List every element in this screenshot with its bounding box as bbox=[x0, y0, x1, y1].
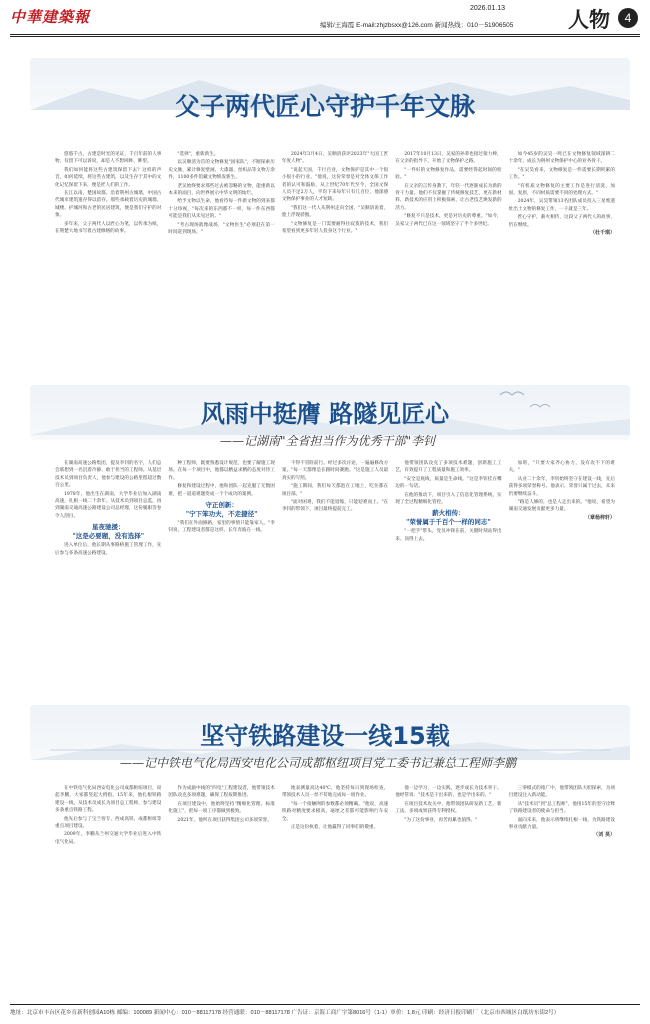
paragraph: 他一边学习，一边实践，逐步成长为技术骨干。他经常说："技术是干出来的，也是学出来的。" bbox=[395, 786, 502, 799]
paragraph: 在湖南高速公路集团，提及李钊的名字，人们总会联想到一名沉着冷静、敢于担当的工程师。从基层技术员到项目负责人，他参与建设的公路里程超过数百公里。 bbox=[55, 461, 162, 489]
article-1-col-5 bbox=[509, 151, 615, 311]
paragraph: "路是人修的，也是人走出来的。"他说，希望为湖南交通发展贡献更多力量。 bbox=[508, 500, 616, 513]
paragraph: 长江以南，楚国故都。沿着荆州古城墙，中国古代城市建筑遗存得以留存。那些承载着历史的城墙、城楼、护城河和古老的民居建筑，便是我们守护的对象。 bbox=[55, 191, 162, 219]
article-1-col-1 bbox=[55, 151, 161, 311]
paragraph: 我们如何能将这些古建筑保留下去？这样的声音，如何延续，将这些古建筑，以及生存于其中的文化记忆保留下来，便是匠人们的工作。 bbox=[55, 167, 162, 188]
paragraph: "选择"，重新新生。 bbox=[177, 152, 219, 157]
paragraph: "说起天国，千行百业，文物保护是其中一个很小很小的行业。"他说，这份荣誉是对全体文保工作者的认可和鼓励，从上世纪70年代至今，全国文保人员不足2万人，平均下来每年只有几百位，他深感文物保护事业的人才短缺。 bbox=[281, 167, 389, 203]
paragraph: 在他的推动下，项目引入了信息化管理系统，实现了全过程精细化管控。 bbox=[395, 492, 502, 506]
paragraph: 2024年3月4日，吴顺清获评2023年"大国工匠年度人物"。 bbox=[281, 152, 389, 165]
article-2-body bbox=[55, 460, 615, 670]
article-3-col-3 bbox=[282, 785, 388, 1000]
paragraph: 2017年10月13日，吴家的孙辈也接过接力棒，在父亲的指导下，开始了文物保护之路。 bbox=[395, 152, 502, 165]
paragraph: 以吴顺清为首的文物修复"国家队"，不断探索历史文脉，累计修复壁画、大漆器、丝织品等文物万余件，1100多件馆藏文物焕发新生。 bbox=[168, 160, 275, 181]
article-2-title: 风雨中挺膺 路隧见匠心 bbox=[200, 400, 450, 428]
section-title: 人物 bbox=[568, 7, 610, 32]
paragraph: 他先后参与了宝兰客专、西成高铁、成都枢纽等重点项目建设。 bbox=[55, 816, 162, 830]
paragraph: "一把手"带头，党员冲锋在前，关键时刻站得出来、顶得上去。 bbox=[395, 529, 502, 542]
inner-heading-1: 星夜驰援： "这是必要题，没有选择" bbox=[72, 523, 145, 541]
paragraph: 作为成渝中线的"四电"工程建设者，他带领技术团队攻克多项难题，确保工程按期推进。 bbox=[168, 786, 275, 799]
page-number: 4 bbox=[618, 8, 638, 28]
paragraph: 不得不冒险前行。经过多次讨论，一遍遍修改方案，"每一天都像是在跟时间赛跑。"这是施工人员最真实的写照。 bbox=[281, 461, 389, 481]
editor-line: 编辑/王海霞 E-mail:zhjzbsxx@126.com 新闻热线：010－51906505 bbox=[320, 22, 514, 29]
article-2-subtitle: ——记湖南"全省担当作为优秀干部"李钊 bbox=[220, 434, 436, 448]
paragraph: 1978年，他出生在湖南，大学毕业后加入湖南高速，扎根一线二十余年。从技术员到项目总监，再到湖南交通高速公路建设公司总经理，这份履职答卷令人刮目。 bbox=[55, 491, 162, 519]
article-2-col-4 bbox=[395, 460, 501, 670]
paragraph: 悠悠千古，古建是时光的见证，千百年前的人事物，仅留下可以诉说，却是人不想回眸、眸望。 bbox=[55, 152, 162, 165]
article-2-col-3 bbox=[282, 460, 388, 670]
footer-info: 地址：北京市丰台区花乡育新科创园A10栋 邮编：100089 新闻中心：010－88117178 经营通联：010－88117178 广告证：京海工商广字第8016号（1-1）单价：1.8元 印刷：经济日报印刷厂（北京市西城区白纸坊东街2号） bbox=[10, 1010, 560, 1016]
paragraph: 多年来，父子两代人以匠心为笔，以传承为纸，在荆楚大地书写着古建修缮的故事。 bbox=[55, 221, 162, 235]
paragraph: 地表测量高达40℃，他坚持每日到现场检查，带领技术人员一丝不苟地完成每一项作业。 bbox=[281, 786, 389, 799]
paragraph: "我们这一代人从荆州走向全国，"吴顺清说着，脸上浮现骄傲。 bbox=[281, 205, 389, 219]
paragraph: 从"技术员"到"总工程师"，他用15年的坚守诠释了铁路建设者的使命与担当。 bbox=[508, 801, 616, 815]
paragraph: "安全是底线，质量是生命线。"这是李钊挂在嘴边的一句话。 bbox=[395, 476, 502, 490]
article-1-body bbox=[55, 151, 615, 311]
paragraph: 修复和建设过程中，他和团队一起克服了无数困难，把一道道难题变成一个个成功的案例。 bbox=[168, 484, 275, 497]
paragraph: "我们在外面修路，家里的事情只能靠家人。"李钊说，工程建设者都是这样，长年奔波在一线。 bbox=[168, 521, 275, 534]
inner-heading-3: 薪火相传： "荣誉属于千百个一样的同志" bbox=[406, 509, 491, 527]
paragraph: 他带领团队攻克了多项技术难题，创新施工工艺，有效提升了工程质量和施工效率。 bbox=[395, 461, 502, 474]
paragraph: "考古现场就像战场，"文物医生"必须赶在第一时间赶到现场。" bbox=[168, 222, 275, 236]
paragraph: "一件好的文物修复作品，需要经得起时间的检验。" bbox=[395, 167, 502, 181]
paragraph: "面对困难，我们不能退缩，只能迎难而上。"在李钊的带领下，项目最终提前完工。 bbox=[281, 500, 389, 513]
article-2-col-1 bbox=[55, 460, 161, 670]
article-2-col-2 bbox=[168, 460, 274, 670]
article-1-signature: （杜千琪） bbox=[590, 230, 616, 237]
article-1-col-2 bbox=[168, 151, 274, 311]
article-2-col-5 bbox=[509, 460, 615, 670]
article-3-col-4 bbox=[395, 785, 501, 1000]
issue-date: 2026.01.13 bbox=[470, 5, 506, 12]
header-rule bbox=[10, 34, 640, 35]
article-3-col-2 bbox=[168, 785, 274, 1000]
paragraph: 2009年，李鹏从兰州交通大学毕业后进入中铁电气化局。 bbox=[55, 832, 162, 845]
article-3-title: 坚守铁路建设一线15载 bbox=[200, 722, 450, 750]
paragraph: 加班，"只要大家齐心协力，没有攻不下的难关。" bbox=[508, 461, 616, 474]
paragraph: 进入单位后，他长期从事路桥施工管理工作，先后参与多条高速公路建设。 bbox=[55, 543, 162, 556]
inner-heading-2: 守正创新： "宁下笨功夫，不走捷径" bbox=[185, 501, 258, 519]
article-3 bbox=[0, 690, 650, 1005]
paragraph: "文物修复是一门需要耐得住寂寞的技术，我们希望看到更多年轻人投身这个行业。" bbox=[281, 221, 389, 235]
paragraph: 在项目建设中，他始终坚持"精细化管理、标准化施工"，把每一项工序都做到极致。 bbox=[168, 801, 275, 815]
paragraph: "在吴昊看来，文物修复是一件需要长期积累的工作。" bbox=[508, 167, 616, 181]
article-1-col-4 bbox=[395, 151, 501, 311]
paragraph: 在中铁电气化局西安电化公司成都枢纽项目，说起李鹏，大家都竖起大拇指。15年来，他扎根铁路建设一线，从技术员成长为项目总工程师，参与建设多条重点铁路工程。 bbox=[55, 786, 162, 814]
article-3-col-5 bbox=[509, 785, 615, 1000]
paragraph: 给予文物以生命，他看待每一件新文物的到来都十分珍视，"每次来的东西都不一样，每一件东西都可能是我们从未见过的。" bbox=[168, 199, 275, 220]
footer-rule bbox=[10, 1004, 640, 1005]
paragraph: 老吴始终要求那些过去被忽略的文物，能重新以本来的面目，向世界展示中华文明的灿烂。 bbox=[168, 183, 275, 197]
paragraph: "为了这份事业，再苦再累也值得。" bbox=[404, 817, 478, 823]
paragraph: 如今45岁的吴昊一鸣已在文物修复领域深耕二十余年，成长为荆州文物保护中心的业务骨干。 bbox=[508, 152, 616, 165]
paragraph: 匠心守护，薪火相传，这段父子两代人的故事，仍在继续。 bbox=[508, 215, 616, 228]
article-2-signature: （章杨梓轩） bbox=[585, 514, 616, 521]
article-3-body bbox=[55, 785, 615, 1000]
paragraph: 正是这份执着，让他赢得了同事们的敬重。 bbox=[290, 825, 379, 831]
paragraph: 从业二十余年，李钊始终坚守在建设一线，先后获得多项荣誉称号。他表示，荣誉只属于过去，未来仍要继续奋斗。 bbox=[508, 476, 616, 497]
paragraph: 2021年，他所在项目获得集团公司多项荣誉。 bbox=[177, 817, 272, 823]
article-3-col-1 bbox=[55, 785, 161, 1000]
newspaper-logo: 中華建築報 bbox=[10, 8, 91, 26]
header-rule-thin bbox=[10, 36, 640, 37]
article-1-col-3 bbox=[282, 151, 388, 311]
article-3-signature: （刘 昊） bbox=[593, 832, 616, 839]
article-1 bbox=[0, 40, 650, 320]
paragraph: 三零模式的推广中，他带领团队大胆探索，为项目建设注入新动能。 bbox=[508, 786, 616, 799]
paragraph: "有机质文物修复的主要工作是进行清洗、加固、复原，不同材质需要不同的处理方式。" bbox=[508, 183, 616, 197]
paragraph: 2024年，吴昊带领13名团队成员投入三星堆遗址出土文物的修复工作，一干就是三年。 bbox=[508, 199, 616, 212]
paragraph: "每一个接触网的参数都必须精确。"他说，高速铁路对精度要求极高，毫厘之差都可能影响行车安全。 bbox=[281, 801, 389, 822]
article-1-title: 父子两代匠心守护千年文脉 bbox=[174, 92, 475, 121]
paragraph: 在项目技术攻关中，他带领团队研发新工艺、新工法，多项成果获得专利授权。 bbox=[395, 801, 502, 815]
paragraph: 种工程师，既要熟悉设计规范，也要了解施工现场。在每一个项目中，他都以精益求精的态度对待工作。 bbox=[168, 461, 275, 481]
article-2 bbox=[0, 370, 650, 680]
paragraph: "施工期间，我们每天都泡在工地上，吃住都在项目部。" bbox=[281, 484, 389, 497]
paragraph: 面向未来，他表示将继续扎根一线，为铁路建设事业贡献力量。 bbox=[508, 817, 616, 831]
paragraph: 在父亲的言传身教下，年轻一代逐渐成长为新的骨干力量。他们不仅掌握了传统修复技艺，更在新材料、新技术的应用上积极探索，让古老技艺焕发新的活力。 bbox=[395, 183, 502, 211]
paragraph: "修复不只是技术，更是对历史的尊重。"如今，吴家父子两代已在这一领域坚守了半个多世纪。 bbox=[395, 214, 502, 227]
article-3-subtitle: ——记中铁电气化局西安电化公司成都枢纽项目党工委书记兼总工程师李鹏 bbox=[120, 756, 517, 770]
